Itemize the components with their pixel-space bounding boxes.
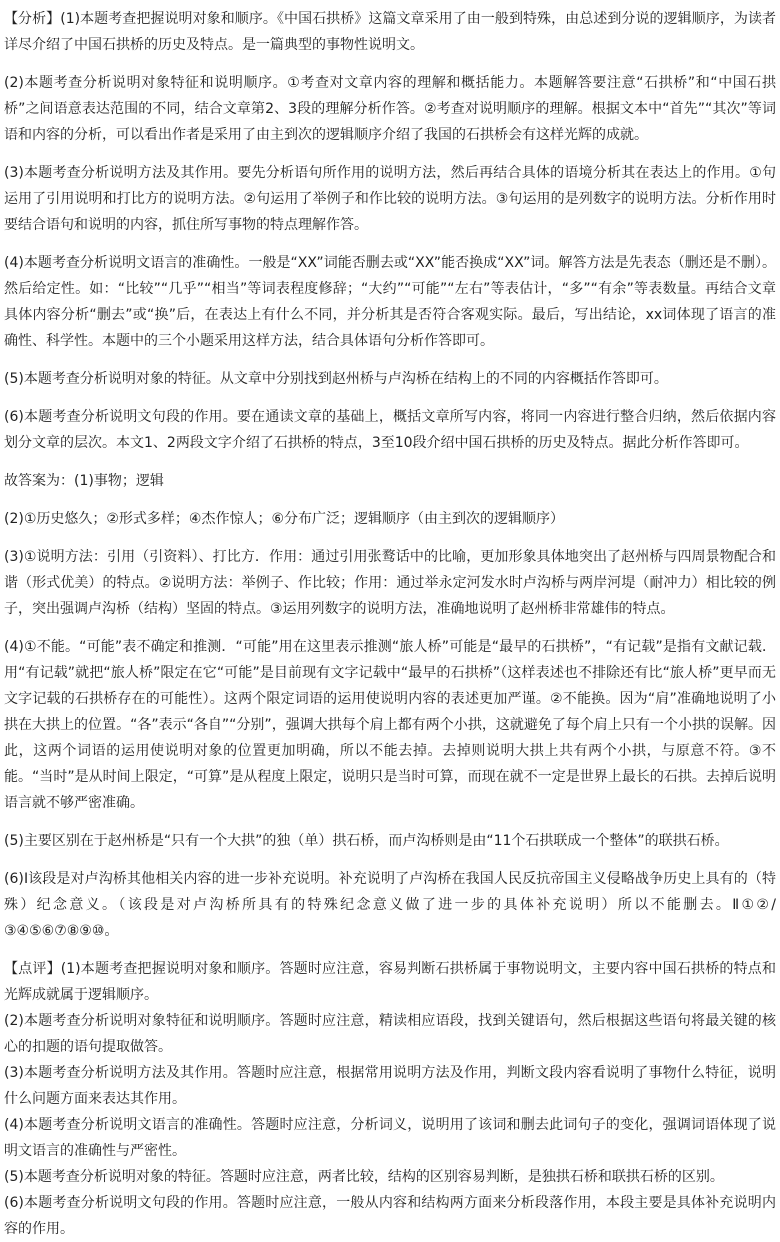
comment-paragraph-5: (5)本题考查分析说明对象的特征。答题时应注意，两者比较，结构的区别容易判断，是独拱石桥和联拱石桥的区别。 [4, 1169, 724, 1185]
answer-paragraph-5: (5)主要区别在于赵州桥是“只有一个大拱”的独（单）拱石桥，而卢沟桥则是由“11个石拱联成一个整体”的联拱石桥。 [4, 833, 729, 849]
answer-paragraph-4: (4)①不能。“可能”表不确定和推测．“可能”用在这里表示推测“旅人桥”可能是“最早的石拱桥”，“有记载”是指有文献记载．用“有记载”就把“旅人桥”限定在它“可能”是目前现有文字记载中“最早的石拱桥”（这样表述也不排除还有比“旅人桥”更早而无文字记载的石拱桥存在的可能性）。这两个限定词语的运用使说明内容的表述更加严谨。②不能换。因为“肩”准确地说明了小拱在大拱上的位置。“各”表示“各自”“分别”，强调大拱每个肩上都有两个小拱，这就避免了每个肩上只有一个小拱的误解。因此，这两个词语的运用使说明对象的位置更加明确，所以不能去掉。去掉则说明大拱上共有两个小拱，与原意不符。③不能。“当时”是从时间上限定，“可算”是从程度上限定，说明只是当时可算，而现在就不一定是世界上最长的石拱。去掉后说明语言就不够严密准确。 [4, 639, 776, 811]
comment-paragraph-1: 【点评】(1)本题考查把握说明对象和顺序。答题时应注意，容易判断石拱桥属于事物说明文，主要内容中国石拱桥的特点和光辉成就属于逻辑顺序。 [4, 961, 776, 1003]
analysis-paragraph-6: (6)本题考查分析说明文句段的作用。要在通读文章的基础上，概括文章所写内容，将同一内容进行整合归纳，然后依据内容划分文章的层次。本文1、2两段文字介绍了石拱桥的特点，3至10段介绍中国石拱桥的历史及特点。据此分析作答即可。 [4, 409, 776, 451]
answer-paragraph-2: (2)①历史悠久；②形式多样；④杰作惊人；⑥分布广泛；逻辑顺序（由主到次的逻辑顺序） [4, 511, 565, 527]
comment-paragraph-6: (6)本题考查分析说明文句段的作用。答题时应注意，一般从内容和结构两方面来分析段落作用，本段主要是具体补充说明内容的作用。 [4, 1195, 776, 1237]
answer-paragraph-1: 故答案为：(1)事物；逻辑 [4, 473, 164, 489]
analysis-paragraph-5: (5)本题考查分析说明对象的特征。从文章中分别找到赵州桥与卢沟桥在结构上的不同的内容概括作答即可。 [4, 371, 668, 387]
answers-section [4, 468, 776, 944]
analysis-paragraph-3: (3)本题考查分析说明方法及其作用。要先分析语句所作用的说明方法，然后再结合具体的语境分析其在表达上的作用。①句运用了引用说明和打比方的说明方法。②句运用了举例子和作比较的说明方法。③句运用的是列数字的说明方法。分析作用时要结合语句和说明的内容，抓住所写事物的特点理解作答。 [4, 165, 776, 233]
analysis-section [4, 6, 776, 456]
comment-paragraph-3: (3)本题考查分析说明方法及其作用。答题时应注意，根据常用说明方法及作用，判断文段内容看说明了事物什么特征，说明什么问题方面来表达其作用。 [4, 1065, 776, 1107]
analysis-paragraph-4: (4)本题考查分析说明文语言的准确性。一般是“XX”词能否删去或“XX”能否换成“XX”词。解答方法是先表态（删还是不删）。然后给定性。如：“比较”“几乎”“相当”等词表程度修辞；“大约”“可能”“左右”等表估计，“多”“有余”等表数量。再结合文章具体内容分析“删去”或“换”后，在表达上有什么不同，并分析其是否符合客观实际。最后，写出结论，xx词体现了语言的准确性、科学性。本题中的三个小题采用这样方法，结合具体语句分析作答即可。 [4, 255, 776, 349]
comment-paragraph-4: (4)本题考查分析说明文语言的准确性。答题时应注意，分析词义，说明用了该词和删去此词句子的变化，强调词语体现了说明文语言的准确性与严密性。 [4, 1117, 776, 1159]
analysis-paragraph-1: 【分析】(1)本题考查把握说明对象和顺序。《中国石拱桥》这篇文章采用了由一般到特殊，由总述到分说的逻辑顺序，为读者详尽介绍了中国石拱桥的历史及特点。是一篇典型的事物性说明文。 [4, 11, 776, 53]
answer-paragraph-6: (6)Ⅰ该段是对卢沟桥其他相关内容的进一步补充说明。补充说明了卢沟桥在我国人民反抗帝国主义侵略战争历史上具有的（特殊）纪念意义。（该段是对卢沟桥所具有的特殊纪念意义做了进一步的具体补充说明）所以不能删去。Ⅱ①②/③④⑤⑥⑦⑧⑨⑩。 [4, 871, 776, 939]
comment-section [4, 956, 776, 1242]
comment-paragraph-2: (2)本题考查分析说明对象特征和说明顺序。答题时应注意，精读相应语段，找到关键语句，然后根据这些语句将最关键的核心的扣题的语句提取做答。 [4, 1013, 776, 1055]
answer-paragraph-3: (3)①说明方法：引用（引资料）、打比方．作用：通过引用张鹜话中的比喻，更加形象具体地突出了赵州桥与四周景物配合和谐（形式优美）的特点。②说明方法：举例子、作比较；作用：通过举永定河发水时卢沟桥与两岸河堤（耐冲力）相比较的例子，突出强调卢沟桥（结构）坚固的特点。③运用列数字的说明方法，准确地说明了赵州桥非常雄伟的特点。 [4, 549, 776, 617]
analysis-paragraph-2: (2)本题考查分析说明对象特征和说明顺序。①考查对文章内容的理解和概括能力。本题解答要注意“石拱桥”和“中国石拱桥”之间语意表达范围的不同，结合文章第2、3段的理解分析作答。②考查对说明顺序的理解。根据文本中“首先”“其次”等词语和内容的分析，可以看出作者是采用了由主到次的逻辑顺序介绍了我国的石拱桥会有这样光辉的成就。 [4, 75, 776, 143]
